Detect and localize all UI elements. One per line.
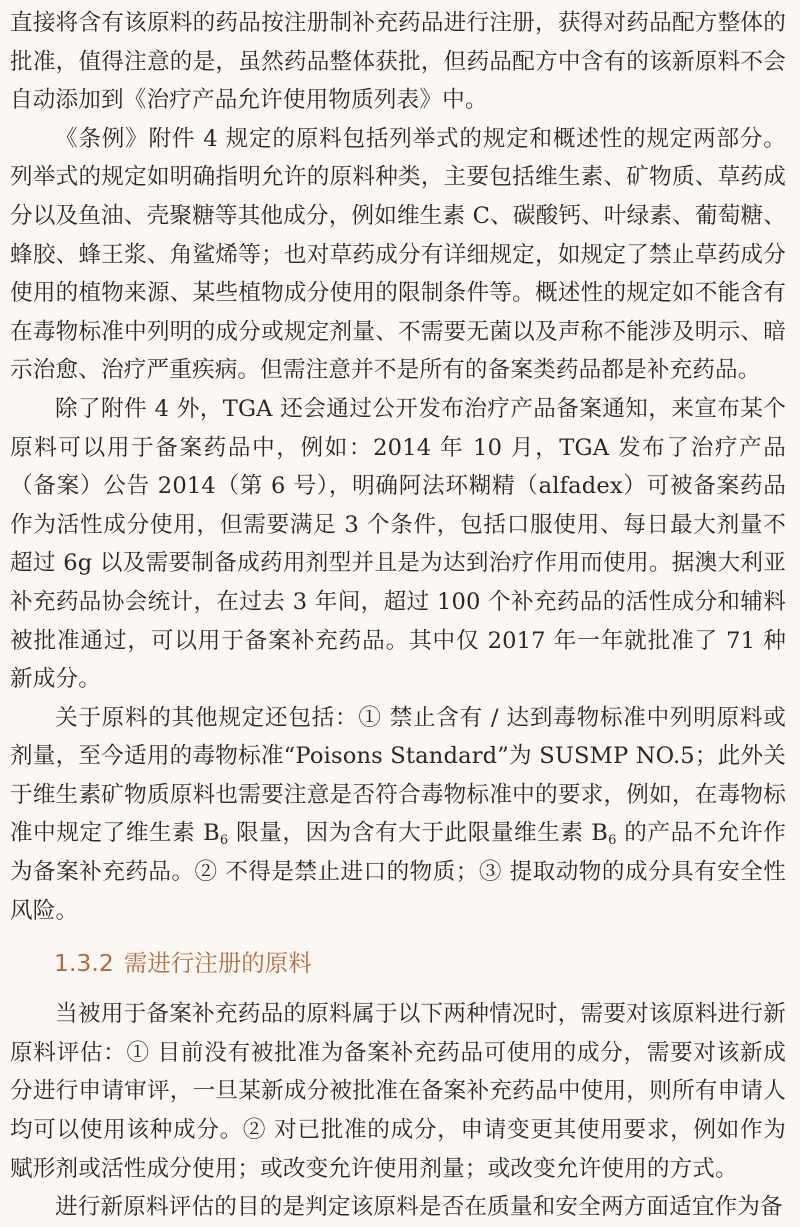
- subscript-6: 6: [219, 833, 229, 849]
- subscript-6: 6: [608, 833, 617, 849]
- section-heading: [10, 945, 786, 981]
- paragraph-4-text-a: 关于原料的其他规定还包括：① 禁止含有 / 达到毒物标准中列明原料或剂量，至今适用的毒物标准“Poisons Standard”为 SUSMP NO.5；此外关于维生素矿物质原料也需要注意是否符合毒物标准中的要求，例如，在毒物标准中规定了维生素 B: [10, 704, 786, 847]
- paragraph-4-text-c: 的产品不允许作为备案补充药品。② 不得是禁止进口的物质；③ 提取动物的成分具有安全性风险。: [10, 820, 786, 924]
- paragraph-2: 《条例》附件 4 规定的原料包括列举式的规定和概述性的规定两部分。列举式的规定如明确指明允许的原料种类，主要包括维生素、矿物质、草药成分以及鱼油、壳聚糖等其他成分，例如维生素 C、碳酸钙、叶绿素、葡萄糖、蜂胶、蜂王浆、角鲨烯等；也对草药成分有详细规定，如规定了禁止草药成分使用的植物来源、某些植物成分使用的限制条件等。概述性的规定如不能含有在毒物标准中列明的成分或规定剂量、不需要无菌以及声称不能涉及明示、暗示治愈、治疗严重疾病。但需注意并不是所有的备案类药品都是补充药品。: [10, 125, 786, 384]
- paragraph-6: 进行新原料评估的目的是判定该原料是否在质量和安全两方面适宜作为备: [55, 1194, 783, 1221]
- paragraph-4-text-b: 限量，因为含有大于此限量维生素 B: [228, 820, 609, 847]
- paragraph-4: [10, 699, 786, 931]
- section-title: 需进行注册的原料: [123, 949, 312, 978]
- paragraph-1: 直接将含有该原料的药品按注册制补充药品进行注册，获得对药品配方整体的批准，值得注意的是，虽然药品整体获批，但药品配方中含有的该新原料不会自动添加到《治疗产品允许使用物质列表》中。: [10, 10, 786, 114]
- paragraph-3: 除了附件 4 外，TGA 还会通过公开发布治疗产品备案通知，来宣布某个原料可以用于备案药品中，例如：2014 年 10 月，TGA 发布了治疗产品（备案）公告 2014（第 6 号），明确阿法环糊精（alfadex）可被备案药品作为活性成分使用，但需要满足 3 个条件，包括口服使用、每日最大剂量不超过 6g 以及需要制备成药用剂型并且是为达到治疗作用而使用。据澳大利亚补充药品协会统计，在过去 3 年间，超过 100 个补充药品的活性成分和辅料被批准通过，可以用于备案补充药品。其中仅 2017 年一年就批准了 71 种新成分。: [10, 395, 786, 693]
- section-number: 1.3.2: [54, 949, 114, 978]
- paragraph-5: 当被用于备案补充药品的原料属于以下两种情况时，需要对该原料进行新原料评估：① 目前没有被批准为备案补充药品可使用的成分，需要对该新成分进行申请审评，一旦某新成分被批准在备案补充药品中使用，则所有申请人均可以使用该种成分。② 对已批准的成分，申请变更其使用要求，例如作为赋形剂或活性成分使用；或改变允许使用剂量；或改变允许使用的方式。: [10, 1001, 786, 1182]
